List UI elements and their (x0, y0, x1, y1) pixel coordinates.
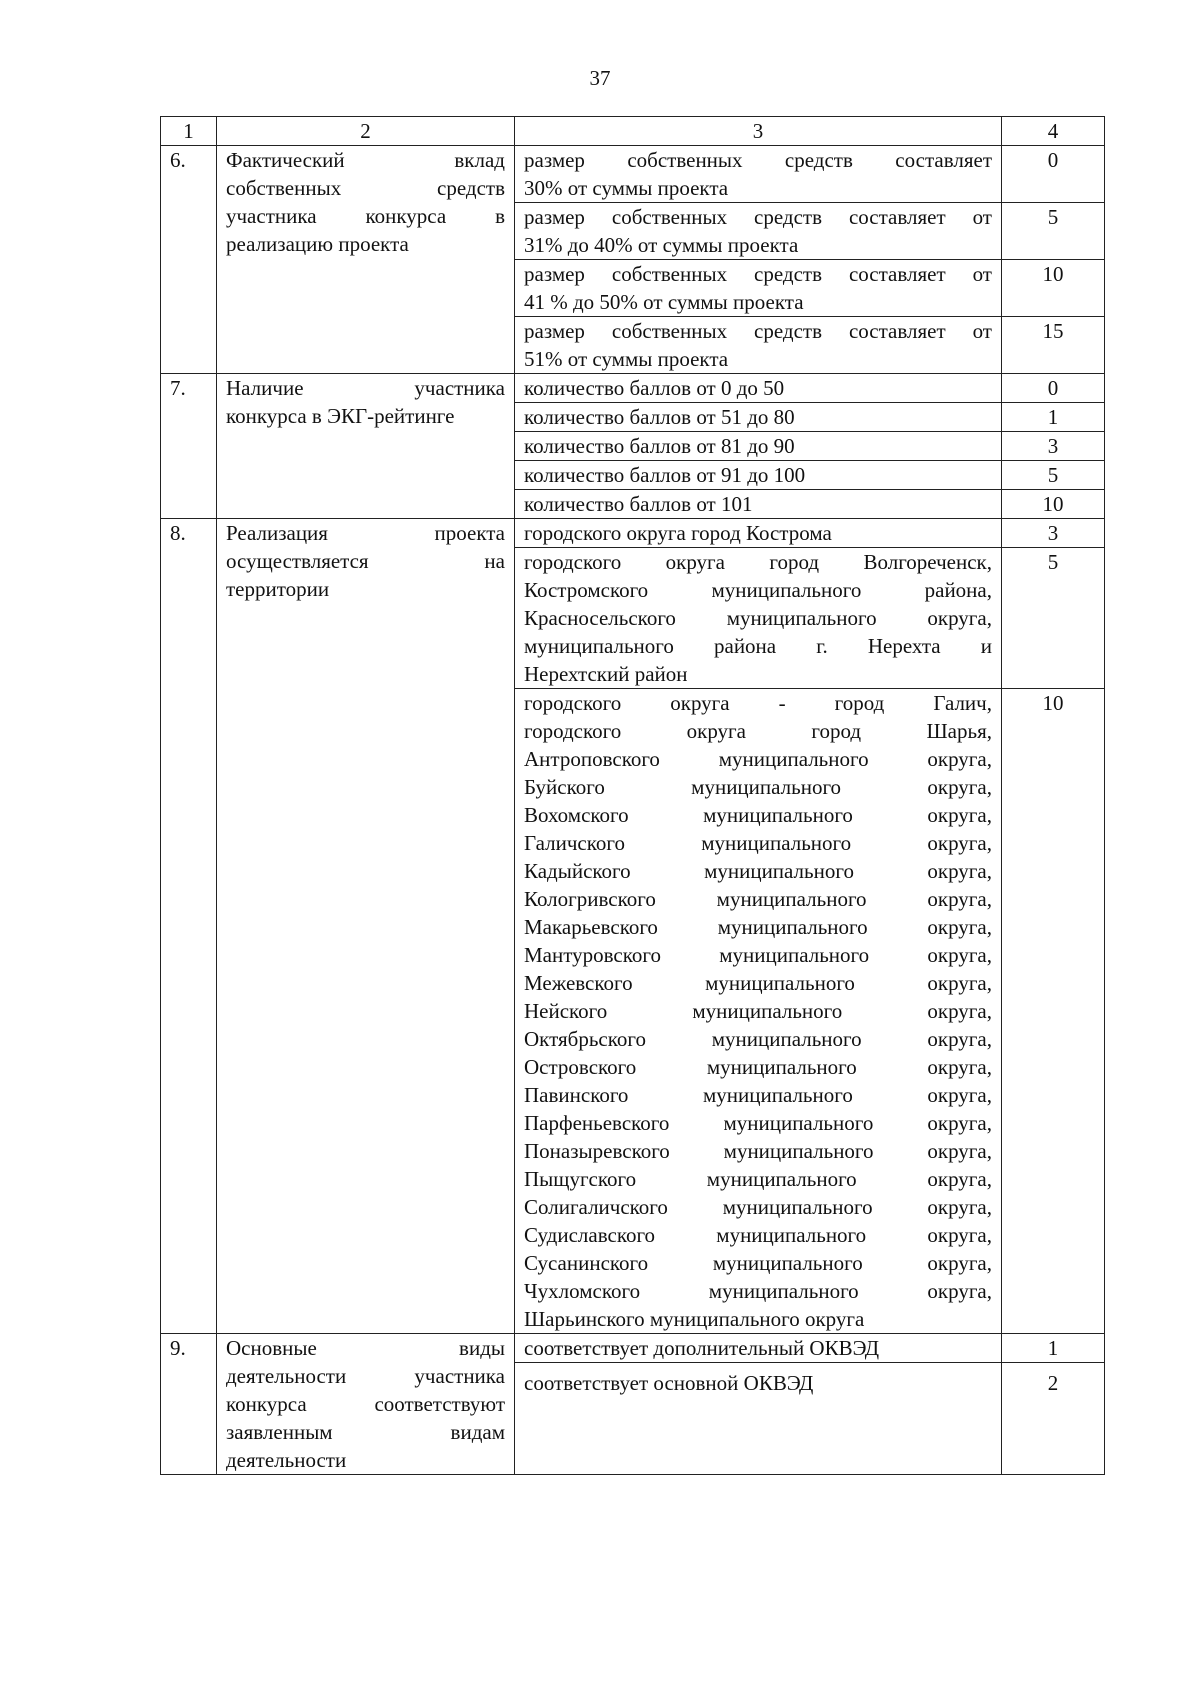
text-line: Нейского муниципального округа, (524, 999, 992, 1023)
text-line: заявленным видам (226, 1420, 505, 1444)
text-line: Пыщугского муниципального округа, (524, 1167, 992, 1191)
text-line: количество баллов от 101 (524, 492, 753, 516)
option-score: 15 (1002, 317, 1105, 374)
criterion-option (515, 548, 1002, 689)
text-line: Павинского муниципального округа, (524, 1083, 992, 1107)
criterion-option (515, 317, 1002, 374)
text-line: Парфеньевского муниципального округа, (524, 1111, 992, 1135)
header-cell-2: 2 (217, 117, 515, 146)
criterion-option (515, 519, 1002, 548)
criterion-number: 7. (161, 374, 217, 519)
text-line: конкурса соответствуют (226, 1392, 505, 1416)
option-score: 0 (1002, 146, 1105, 203)
criterion-option (515, 146, 1002, 203)
text-line: городского округа город Кострома (524, 521, 832, 545)
criteria-table (160, 116, 1105, 1475)
criterion-option (515, 1334, 1002, 1363)
text-line: Красносельского муниципального округа, (524, 606, 992, 630)
criterion-option (515, 403, 1002, 432)
text-line: размер собственных средств составляет от (524, 319, 992, 343)
text-line: Нерехтский район (524, 662, 688, 686)
criterion-name (217, 146, 515, 374)
text-line: конкурса в ЭКГ-рейтинге (226, 404, 455, 428)
text-line: осуществляется на (226, 549, 505, 573)
criterion-option (515, 374, 1002, 403)
option-score: 2 (1002, 1363, 1105, 1475)
text-line: городского округа город Шарья, (524, 719, 992, 743)
text-line: собственных средств (226, 176, 505, 200)
text-line: Сусанинского муниципального округа, (524, 1251, 992, 1275)
option-score: 10 (1002, 490, 1105, 519)
text-line: деятельности (226, 1448, 347, 1472)
text-line: Основные виды (226, 1336, 505, 1360)
text-line: размер собственных средств составляет от (524, 262, 992, 286)
text-line: Макарьевского муниципального округа, (524, 915, 992, 939)
criterion-option (515, 689, 1002, 1334)
option-score: 10 (1002, 689, 1105, 1334)
text-line: территории (226, 577, 330, 601)
text-line: количество баллов от 0 до 50 (524, 376, 785, 400)
text-line: Кологривского муниципального округа, (524, 887, 992, 911)
option-score: 3 (1002, 519, 1105, 548)
option-score: 0 (1002, 374, 1105, 403)
text-line: Поназыревского муниципального округа, (524, 1139, 992, 1163)
text-line: 51% от суммы проекта (524, 347, 729, 371)
text-line: Костромского муниципального района, (524, 578, 992, 602)
text-line: деятельности участника (226, 1364, 505, 1388)
criterion-number: 8. (161, 519, 217, 1334)
criterion-option (515, 203, 1002, 260)
text-line: реализацию проекта (226, 232, 409, 256)
text-line: Вохомского муниципального округа, (524, 803, 992, 827)
criterion-number: 9. (161, 1334, 217, 1475)
text-line: Солигаличского муниципального округа, (524, 1195, 992, 1219)
text-line: Фактический вклад (226, 148, 505, 172)
text-line: 30% от суммы проекта (524, 176, 729, 200)
text-line: Галичского муниципального округа, (524, 831, 992, 855)
option-score: 3 (1002, 432, 1105, 461)
criterion-name (217, 519, 515, 1334)
table-row (161, 374, 1105, 403)
page-number: 37 (589, 66, 611, 90)
table-row (161, 1334, 1105, 1363)
text-line: Межевского муниципального округа, (524, 971, 992, 995)
text-line: Реализация проекта (226, 521, 505, 545)
text-line: Судиславского муниципального округа, (524, 1223, 992, 1247)
text-line: Чухломского муниципального округа, (524, 1279, 992, 1303)
criterion-name (217, 374, 515, 519)
text-line: соответствует дополнительный ОКВЭД (524, 1336, 880, 1360)
text-line: Мантуровского муниципального округа, (524, 943, 992, 967)
header-cell-4: 4 (1002, 117, 1105, 146)
option-score: 10 (1002, 260, 1105, 317)
text-line: Шарьинского муниципального округа (524, 1307, 865, 1331)
text-line: городского округа город Волгореченск, (524, 550, 992, 574)
criterion-number: 6. (161, 146, 217, 374)
text-line: количество баллов от 91 до 100 (524, 463, 806, 487)
header-cell-3: 3 (515, 117, 1002, 146)
option-score: 1 (1002, 1334, 1105, 1363)
option-score: 5 (1002, 203, 1105, 260)
text-line: Октябрьского муниципального округа, (524, 1027, 992, 1051)
option-score: 1 (1002, 403, 1105, 432)
text-line: Буйского муниципального округа, (524, 775, 992, 799)
table-row (161, 519, 1105, 548)
text-line: 41 % до 50% от суммы проекта (524, 290, 804, 314)
header-cell-1: 1 (161, 117, 217, 146)
criterion-option (515, 490, 1002, 519)
text-line: количество баллов от 51 до 80 (524, 405, 795, 429)
criterion-option (515, 260, 1002, 317)
text-line: Островского муниципального округа, (524, 1055, 992, 1079)
table-row (161, 146, 1105, 203)
text-line: соответствует основной ОКВЭД (524, 1371, 814, 1395)
text-line: городского округа - город Галич, (524, 691, 992, 715)
text-line: размер собственных средств составляет (524, 148, 992, 172)
criteria-table-body (161, 117, 1105, 1475)
criterion-option (515, 1363, 1002, 1475)
option-score: 5 (1002, 461, 1105, 490)
text-line: Кадыйского муниципального округа, (524, 859, 992, 883)
criterion-option (515, 432, 1002, 461)
criterion-option (515, 461, 1002, 490)
text-line: размер собственных средств составляет от (524, 205, 992, 229)
text-line: количество баллов от 81 до 90 (524, 434, 795, 458)
text-line: Наличие участника (226, 376, 505, 400)
table-header-row (161, 117, 1105, 146)
text-line: участника конкурса в (226, 204, 505, 228)
text-line: 31% до 40% от суммы проекта (524, 233, 799, 257)
text-line: Антроповского муниципального округа, (524, 747, 992, 771)
criterion-name (217, 1334, 515, 1475)
option-score: 5 (1002, 548, 1105, 689)
text-line: муниципального района г. Нерехта и (524, 634, 992, 658)
